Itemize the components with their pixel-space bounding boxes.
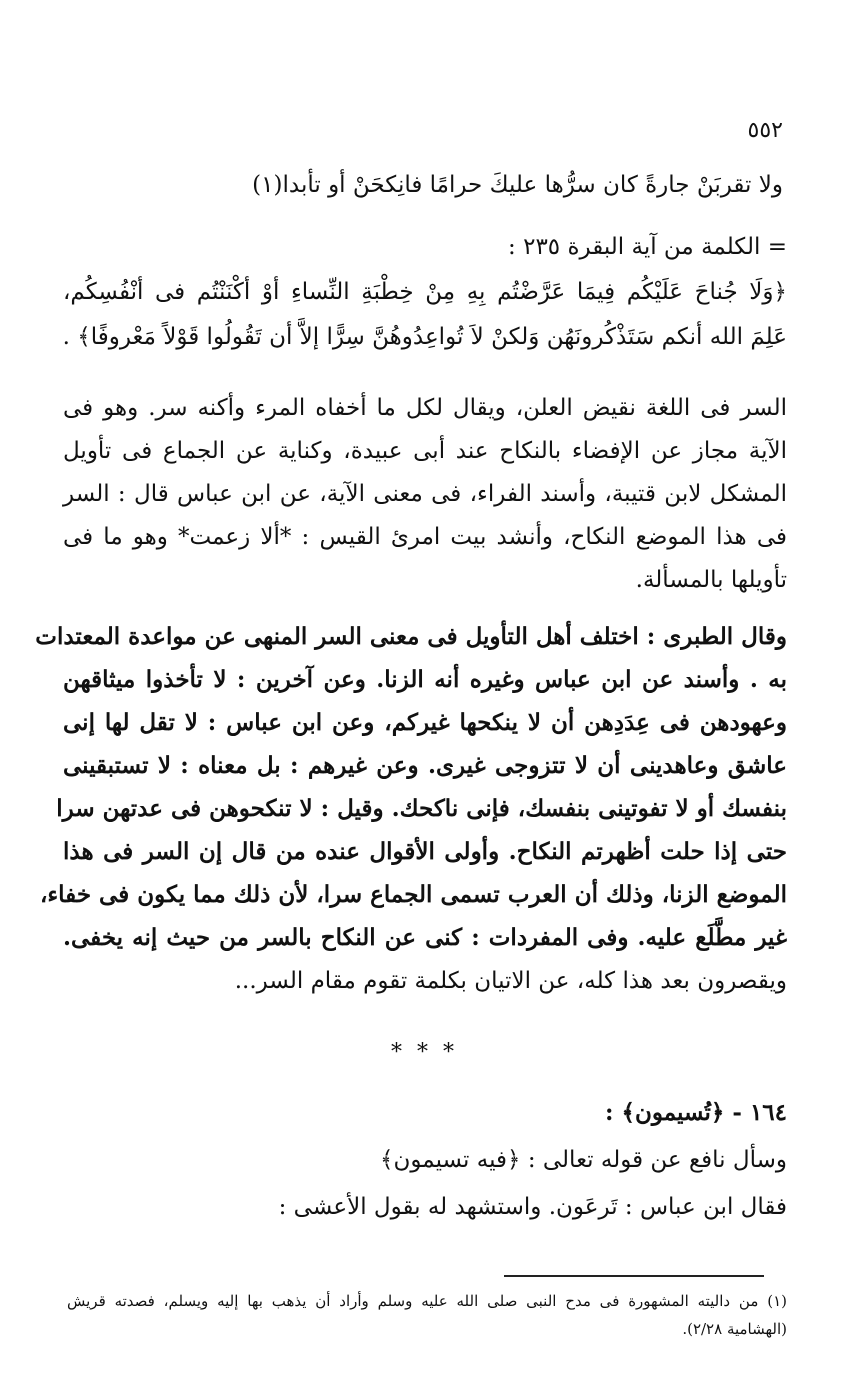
section-separator: * * * xyxy=(391,1040,458,1065)
paragraph-line: بنفسك أو لا تفوتينى بنفسك، فإنى ناكحك. وقيل : لا تنكحوهن فى عدتهن سرا xyxy=(56,795,787,822)
quran-intro: = الكلمة من آية البقرة ٢٣٥ : xyxy=(508,234,787,260)
paragraph-line: المشكل لابن قتيبة، وأسند الفراء، فى معنى الآية، عن ابن عباس قال : السر xyxy=(63,481,787,507)
section-line: فقال ابن عباس : تَرعَون. واستشهد له بقول الأعشى : xyxy=(278,1194,787,1220)
page-number: ٥٥٢ xyxy=(747,118,783,143)
footnote-rule xyxy=(504,1275,764,1277)
quran-line: عَلِمَ الله أنكم سَتَذْكُرونَهُن وَلكنْ لاَ تُواعِدُوهُنَّ سِرًّا إلاَّ أن تَقُولُوا قَوْلاً مَعْروفًا﴾ . xyxy=(62,324,787,350)
paragraph-line: عاشق وعاهدينى أن لا تتزوجى غيرى. وعن غيرهم : بل معناه : لا تستبقينى xyxy=(63,752,787,779)
paragraph-line: الآية مجاز عن الإفضاء بالنكاح عند أبى عبيدة، وكناية عن الجماع فى تأويل xyxy=(63,438,787,464)
paragraph-line: به . وأسند عن ابن عباس وغيره أنه الزنا. وعن آخرين : لا تأخذوا ميثاقهن xyxy=(63,666,787,693)
paragraph-line: حتى إذا حلت أظهرتم النكاح. وأولى الأقوال عنده من قال إن السر فى هذا xyxy=(63,838,787,865)
footnote-line: (الهشامية ٢/٢٨). xyxy=(682,1320,787,1338)
paragraph-line: السر فى اللغة نقيض العلن، ويقال لكل ما أخفاه المرء وأكنه سر. وهو فى xyxy=(63,395,787,421)
paragraph-line: فى هذا الموضع النكاح، وأنشد بيت امرئ القيس : *ألا زعمت* وهو ما فى xyxy=(63,524,787,550)
paragraph-line: وقال الطبرى : اختلف أهل التأويل فى معنى السر المنهى عن مواعدة المعتدات xyxy=(35,623,787,650)
paragraph-line: الموضع الزنا، وذلك أن العرب تسمى الجماع سرا، لأن ذلك مما يكون فى خفاء، xyxy=(39,881,787,908)
footnote-line: (١) من داليته المشهورة فى مدح النبى صلى الله عليه وسلم وأراد أن يذهب بها إليه ويسلم، فصدته قريش xyxy=(67,1292,787,1310)
section-heading: ١٦٤ - ﴿تُسيمون﴾ : xyxy=(604,1099,787,1126)
poetry-verse: ولا تقربَنْ جارةً كان سرُّها عليكَ حرامًا فانِكحَنْ أو تأبدا(١) xyxy=(252,172,783,198)
paragraph-line: غير مطَّلَع عليه. وفى المفردات : كنى عن النكاح بالسر من حيث إنه يخفى. xyxy=(63,924,787,951)
paragraph-line: وعهودهن فى عِدَدِهن أن لا ينكحها غيركم، وعن ابن عباس : لا تقل لها إنى xyxy=(63,709,787,736)
paragraph-line: تأويلها بالمسألة. xyxy=(635,567,787,593)
section-line: وسأل نافع عن قوله تعالى : ﴿فيه تسيمون﴾ xyxy=(380,1147,787,1173)
paragraph-line: ويقصرون بعد هذا كله، عن الاتيان بكلمة تقوم مقام السر... xyxy=(234,968,787,994)
quran-line: ﴿وَلَا جُناحَ عَلَيْكُم فِيمَا عَرَّضْتُم بِهِ مِنْ خِطْبَةِ النِّساءِ أوْ أكْنَنْتُم فى أنْفُسِكُم، xyxy=(63,279,787,305)
